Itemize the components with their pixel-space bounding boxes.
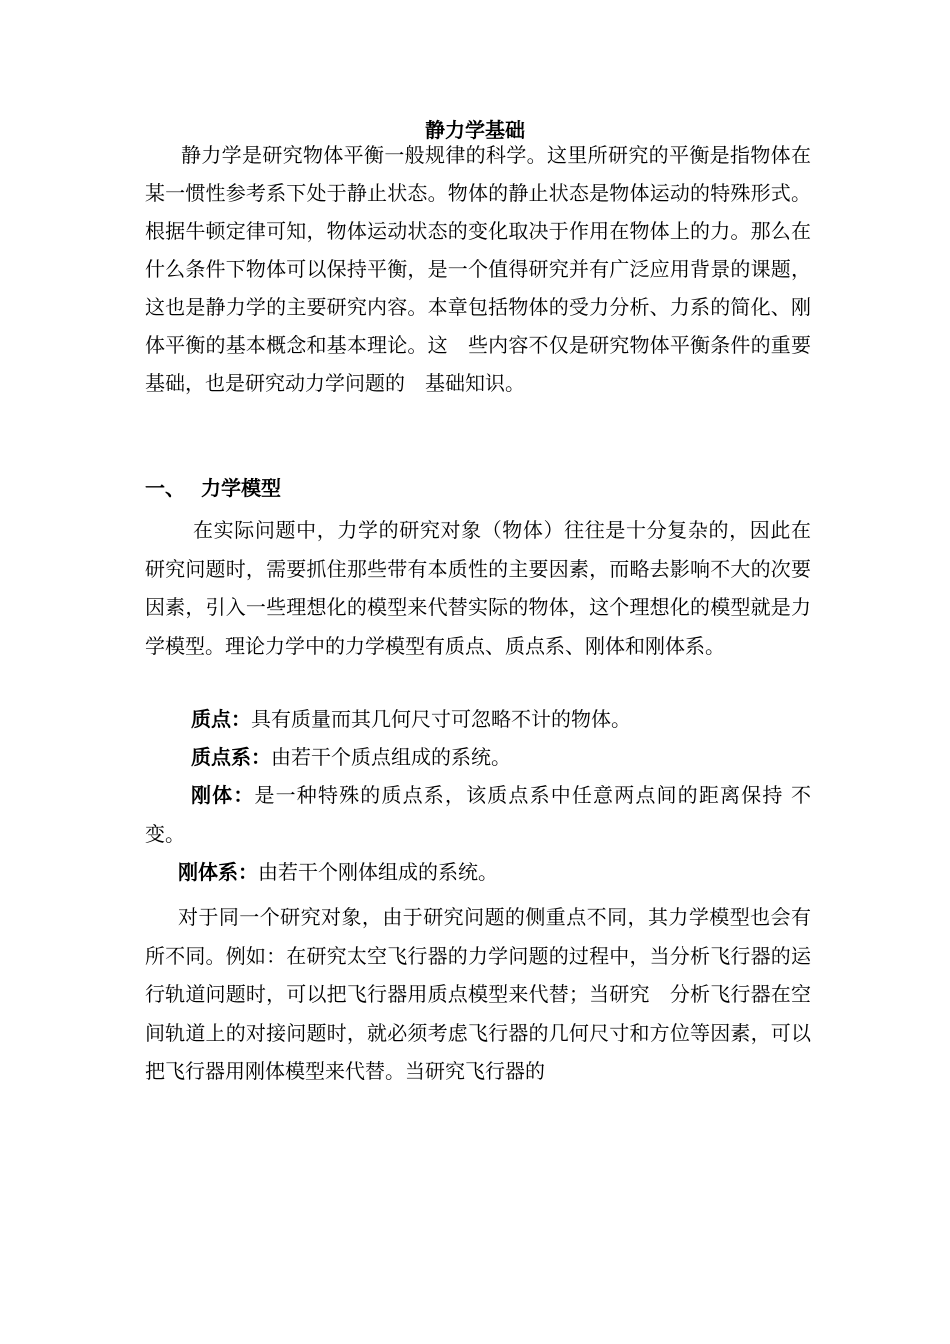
section-paragraph-1: 在实际问题中，力学的研究对象（物体）往往是十分复杂的，因此在研究问题时，需要抓住那些带有本质性的主要因素，而略去影响不大的次要因素，引入一些理想化的模型来代替实际的物体，这个理想化的模型就是力学模型。理论力学中的力学模型有质点、质点系、刚体和刚体系。 bbox=[145, 518, 811, 658]
section-paragraph-2: 对于同一个研究对象，由于研究问题的侧重点不同，其力学模型也会有所不同。例如：在研究太空飞行器的力学问题的过程中，当分析飞行器的运行轨道问题时，可以把飞行器用质点模型来代替；当研究 分析飞行器在空间轨道上的对接问题时，就必须考虑飞行器的几何尺寸和方位等因素，可以把飞行器用刚体模型来代替。当研究飞行器的 bbox=[145, 905, 811, 1083]
section-number: 一、 bbox=[145, 476, 185, 500]
definition-term: 刚体系： bbox=[178, 860, 258, 884]
definition-term: 质点： bbox=[191, 707, 251, 731]
definition-text: 由若干个质点组成的系统。 bbox=[271, 745, 511, 769]
definition-term: 质点系： bbox=[191, 745, 271, 769]
definition-term: 刚体： bbox=[191, 783, 255, 807]
definition-text: 由若干个刚体组成的系统。 bbox=[258, 860, 498, 884]
definition-rigid-body bbox=[145, 776, 811, 853]
intro-paragraph: 静力学是研究物体平衡一般规律的科学。这里所研究的平衡是指物体在某一惯性参考系下处于静止状态。物体的静止状态是物体运动的特殊形式。根据牛顿定律可知，物体运动状态的变化取决于作用在物体上的力。那么在什么条件下物体可以保持平衡，是一个值得研究并有广泛应用背景的课题，这也是静力学的主要研究内容。本章包括物体的受力分析、力系的简化、刚体平衡的基本概念和基本理论。这 些内容不仅是研究物体平衡条件的重要基础，也是研究动力学问题的 基础知识。 bbox=[145, 143, 811, 395]
definition-rigid-body-system bbox=[178, 853, 498, 891]
section-heading bbox=[145, 474, 281, 502]
section-title: 力学模型 bbox=[201, 476, 281, 500]
definition-particle-system bbox=[191, 738, 511, 776]
page-title: 静力学基础 bbox=[425, 118, 525, 142]
definition-text: 具有质量而其几何尺寸可忽略不计的物体。 bbox=[251, 707, 631, 731]
definition-particle bbox=[191, 700, 631, 738]
definition-text: 是一种特殊的质点系，该质点系中任意两点间的距离保持 不变。 bbox=[145, 783, 812, 846]
